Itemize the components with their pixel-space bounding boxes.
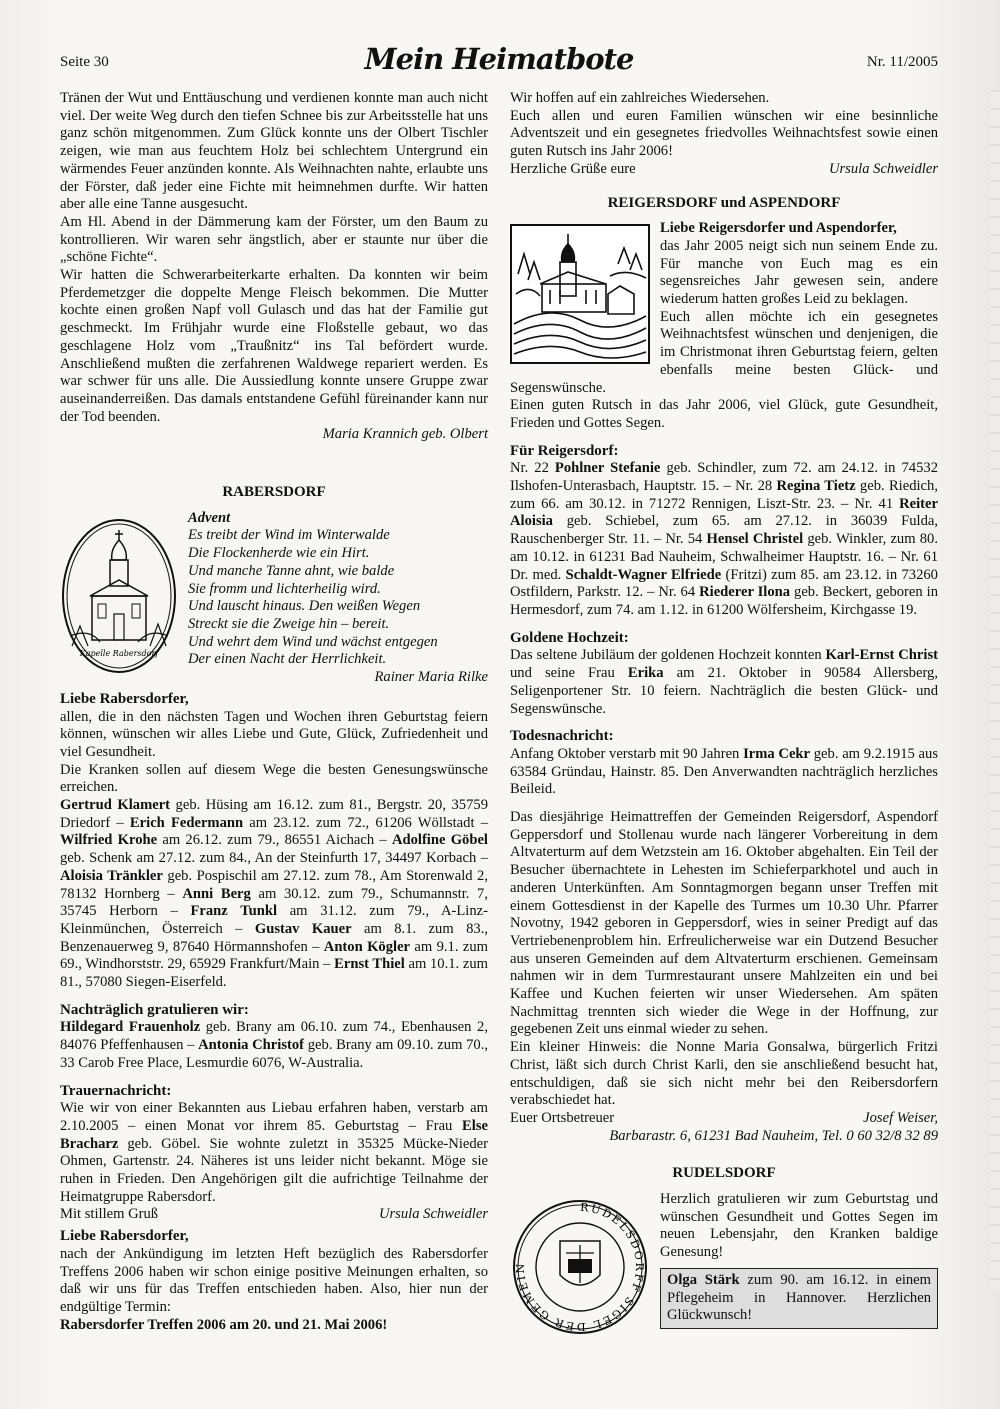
rabersdorf-heading: RABERSDORF [222,484,326,501]
obituary-text: Wie wir von einer Bekannten aus Liebau erfahren haben, verstarb am 2.10.2005 – einen Monat vor ihrem 85. Geburtstag – Frau Else Bracharz geb. Göbel. Sie wohnte zuletzt in 35325 Mücke-Nieder Ohmen, Gartenstr. 24. Näheres ist uns leider nicht bekannt. Möge sie ruhen in Frieden. Den Angehörigen gilt die aufrichtige Teilnahme der Heimatgruppe Rabersdorf. [60,1100,488,1205]
rudelsdorf-text: Herzlich gratulieren wir zum Geburtstag und wünschen Gesundheit und Gottes Segen im neuen Lebensjahr, den Kranken baldige Genesung! [660,1191,938,1261]
section-heading: Liebe Rabersdorfer, [60,1228,189,1245]
intro-signature: Maria Krannich geb. Olbert [322,426,488,443]
poem-line: Und manche Tanne ahnt, wie balde [188,562,395,579]
birthday-list: Gertrud Klamert geb. Hüsing am 16.12. zum 81., Bergstr. 20, 35759 Driedorf – Erich Federmann am 23.12. zum 72., 61206 Wöllstadt – Wilfried Krohe am 26.12. zum 79., 86551 Aichach – Adolfine Göbel geb. Schenk am 27.12. zum 84., An der Steinfurth 17, 34497 Korbach – Aloisia Tränkler geb. Pospischil am 27.12. zum 78., Am Storenwald 2, 78132 Hornberg – Anni Berg am 30.12. zum 79., Schumannstr. 7, 35745 Herborn – Franz Tunkl am 31.12. zum 79., A-Linz-Kleinmünchen, Österreich – Gustav Kauer am 8.1. zum 83., Benzenauerweg 9, 87640 Hörmannshofen – Anton Kögler am 9.1. zum 69., Windhorststr. 29, 65929 Frankfurt/Main – Ernst Thiel am 10.1. zum 81., 57080 Siegen-Eiserfeld. [60,797,488,991]
signature-line: Herzliche Grüße eure Ursula Schweidler [510,160,938,177]
church-caption: Kapelle Rabersdorf [79,648,159,658]
poem-line: Der einen Nacht der Herrlichkeit. [188,651,387,668]
sick-wishes: Die Kranken sollen auf diesem Wege die besten Genesungswünsche erreichen. [60,761,488,796]
reigersdorf-text: Euch allen möchte ich ein gesegnetes Weihnachtsfest wünschen und denjenigen, die im Christmonat ihren Geburtstag feiern, gelten ebenfalls meine besten Glück- und Segenswünsche. [510,308,938,396]
section-heading: Goldene Hochzeit: [510,629,629,646]
poem-line: Sie fromm und lichterheilig wird. [188,580,381,597]
poem-line: Es treibt der Wind im Winterwalde [188,527,390,544]
left-column [60,90,488,1334]
section-heading: Trauernachricht: [60,1082,172,1099]
wish-text: Euch allen und euren Familien wünschen wir eine besinnliche Adventszeit und ein gesegnetes friedvolles Weihnachtsfest sowie einen guten Rutsch ins Jahr 2006! [510,107,938,160]
reigersdorf-text: das Jahr 2005 neigt sich nun seinem Ende zu. Für manche von Euch mag es ein segensreiches Jahr gewesen sein, andere wiederum hatten großes Leid zu beklagen. [660,237,938,308]
death-notice-text: Anfang Oktober verstarb mit 90 Jahren Irma Cekr geb. am 9.2.1915 aus 63584 Gründau, Hainstr. 85. Den Anverwandten nachträglich herzliches Beileid. [510,745,939,798]
poem [188,510,488,687]
newspaper-title: Mein Heimatbote [364,42,634,76]
reigersdorf-birthday-list: Nr. 22 Pohlner Stefanie geb. Schindler, zum 72. am 24.12. in 74532 Ilshofen-Unterasbach, Hauptstr. 15. – Nr. 28 Regina Tietz geb. Riedich, zum 66. am 30.12. in 71272 Rennigen, Liszt-Str. 23. – Nr. 41 Reiter Aloisia geb. Schiebel, zum 65. am 27.12. in 36039 Fulda, Rauschenberger Str. 11. – Nr. 54 Hensel Christel geb. Winkler, zum 80. am 10.12. in 61231 Bad Nauheim, Schwalheimer Hauptstr. 16. – Nr. 61 Dr. med. Schaldt-Wagner Elfriede (Fritzi) zum 85. am 23.12. in 73260 Ostfildern, Parkstr. 12. – Nr. 64 Riederer Ilona geb. Beckert, geboren in Hermesdorf, zum 74. am 1.12. in 61200 Wölfersheim, Kirchgasse 19. [510,460,938,618]
right-column [510,90,938,1337]
reigersdorf-text: Einen guten Rutsch in das Jahr 2006, viel Glück, gute Gesundheit, Frieden und Gottes Segen. [510,397,938,431]
meeting-date: Rabersdorfer Treffen 2006 am 20. und 21. Mai 2006! [60,1316,388,1333]
poem-block [60,510,488,687]
issue-number: Nr. 11/2005 [866,54,938,70]
rudelsdorf-heading: RUDELSDORF [672,1165,776,1182]
highlight-box: Olga Stärk zum 90. am 16.12. in einem Pflegeheim in Hannover. Herzlichen Glückwunsch! [660,1268,938,1329]
section-heading: Liebe Rabersdorfer, [60,690,189,707]
hope-text: Wir hoffen auf ein zahlreiches Wiedersehen. [510,90,770,106]
section-heading: Todesnachricht: [510,728,614,745]
intro-paragraph: Wir hatten die Schwerarbeiterkarte erhalten. Da konnten wir beim Pferdemetzger die doppelte Menge Fleisch bekommen. Die Mutter kochte einen großen Napf voll Gulasch und das hat der Familie gut geschmeckt. Im Frühjahr wurde eine Floßstelle gebaut, wo das geschlagene Holz vom „Traußnitz“ ins Tal befördert wurde. Anschließend mußten die zerfahrenen Waldwege repariert werden. Es war schwer für uns alle. Die Aussiedlung konnte unsere Gruppe zwar auseinanderreißen. Das damals entstandene Gefühl füreinander kann nur der Tod beenden. [60,267,488,425]
poem-line: Und lauscht hinaus. Den weißen Wegen [188,598,421,615]
address-line: Barbarastr. 6, 61231 Bad Nauheim, Tel. 0 60 32/8 32 89 [609,1127,938,1144]
section-heading: Nachträglich gratulieren wir: [60,1001,249,1018]
belated-list: Hildegard Frauenholz geb. Brany am 06.10. zum 74., Ebenhausen 2, 84076 Pfeffenhausen – Antonia Christof geb. Brany am 09.10. zum 70., 33 Carob Free Place, Lesmurdie 6076, W-Australia. [60,1019,489,1071]
meeting-text: nach der Ankündigung im letzten Heft bezüglich des Rabersdorfer Treffens 2006 haben wir schon einige positive Meinungen erhalten, so daß wir uns für das Treffen entschieden haben. Also, hier nun der endgültige Termin: [60,1245,488,1315]
section-heading: Für Reigersdorf: [510,442,619,459]
meeting-report: Das diesjährige Heimattreffen der Gemeinden Reigersdorf, Aspendorf Geppersdorf und Stollenau wurde nach längerer Vorbereitung in dem Altvaterturm auf dem Wetzstein am 16. Oktober abgehalten. Ein Teil der Besucher übernachtete in Lehesten im Schieferparkhotel und auch in anderen Unterkünften. Am Sonntagmorgen begann unser Treffen mit einem Gottesdienst in der Kapelle des Turmes um 10.30 Uhr. Pfarrer Novotny, 1942 geboren in Geppersdorf, wies in seiner Predigt auf das Vertriebenenproblem hin. Erfreulicherweise war ein Dutzend Besucher aus unseren Gemeinden auf dem Altvaterturm erschienen. Gemeinsam nahmen wir in dem Turmrestaurant unsere Mahlzeiten ein und bei Kaffee und Kuchen feierten wir unser Wiedersehen. Am späten Nachmittag trennten sich wieder die Wege in der Hoffnung, zur gegebenen Zeit uns einmal wieder zu sehen. [510,809,938,1038]
rudelsdorf-block [510,1191,938,1334]
poem-line: Die Flockenherde wie ein Hirt. [188,545,370,562]
poem-title: Advent [188,509,231,526]
page-edge-shadow [990,90,1000,1290]
page-header [60,42,938,78]
note-text: Ein kleiner Hinweis: die Nonne Maria Gonsalwa, bürgerlich Fritzi Christ, läßt sich durch Christ Karli, den sie anschließend besucht hat, entschuldigen, daß sie sich nicht mehr bei den Reibersdorfern verabschiedet hat. [510,1039,938,1109]
reigersdorf-greeting: Liebe Reigersdorfer und Aspendorfer, [660,220,897,237]
reigersdorf-intro [510,220,938,432]
seal-lettering: RUDELSDORFF SIGEL DER GEMEIN [513,1200,647,1334]
reigersdorf-heading: REIGERSDORF und ASPENDORF [607,194,841,211]
village-church-illustration [510,224,650,364]
page-number: Seite 30 [60,54,109,70]
signature-line: Mit stillem Gruß Ursula Schweidler [60,1206,488,1223]
church-illustration [60,516,178,676]
golden-wedding-text: Das seltene Jubiläum der goldenen Hochzeit konnten Karl-Ernst Christ und seine Frau Erika am 21. Oktober in 90584 Allersberg, Seligenportener Str. 10 feiern. Nachträglich die besten Glück- und Segenswünsche. [510,647,938,717]
intro-paragraph: Tränen der Wut und Enttäuschung und verdienen konnte man auch nicht viel. Der weite Weg durch den tiefen Schnee bis zur Arbeitsstelle hat uns ganz schön mitgenommen. Zum Glück konnte uns der Olbert Tischler zeigen, wie man aus feuchtem Holz bei schlechtem Untergrund ein wärmendes Feuer anzünden konnte. Als Weihnachten nahte, erlaubte uns der Förster, daß jeder eine Fichte mit heimnehmen durfte. Wir hatten aber alle eine Tanne ausgesucht. [60,90,488,213]
poem-author: Rainer Maria Rilke [374,669,488,686]
poem-line: Und wehrt dem Wind und wächst entgegen [188,633,438,650]
intro-paragraph: Am Hl. Abend in der Dämmerung kam der Förster, um den Baum zu kontrollieren. Wir waren sehr ängstlich, aber er staunte nur über die „schöne Fichte“. [60,213,488,266]
greeting-text: allen, die in den nächsten Tagen und Wochen ihren Geburtstag feiern können, wünschen wir alles Liebe und Gute, Glück, Zufriedenheit und viel Gesundheit. [60,708,488,760]
poem-line: Streckt sie die Zweige hin – bereit. [188,615,390,632]
municipal-seal-illustration [510,1197,650,1337]
signature-line: Euer Ortsbetreuer Josef Weiser, [510,1109,938,1126]
